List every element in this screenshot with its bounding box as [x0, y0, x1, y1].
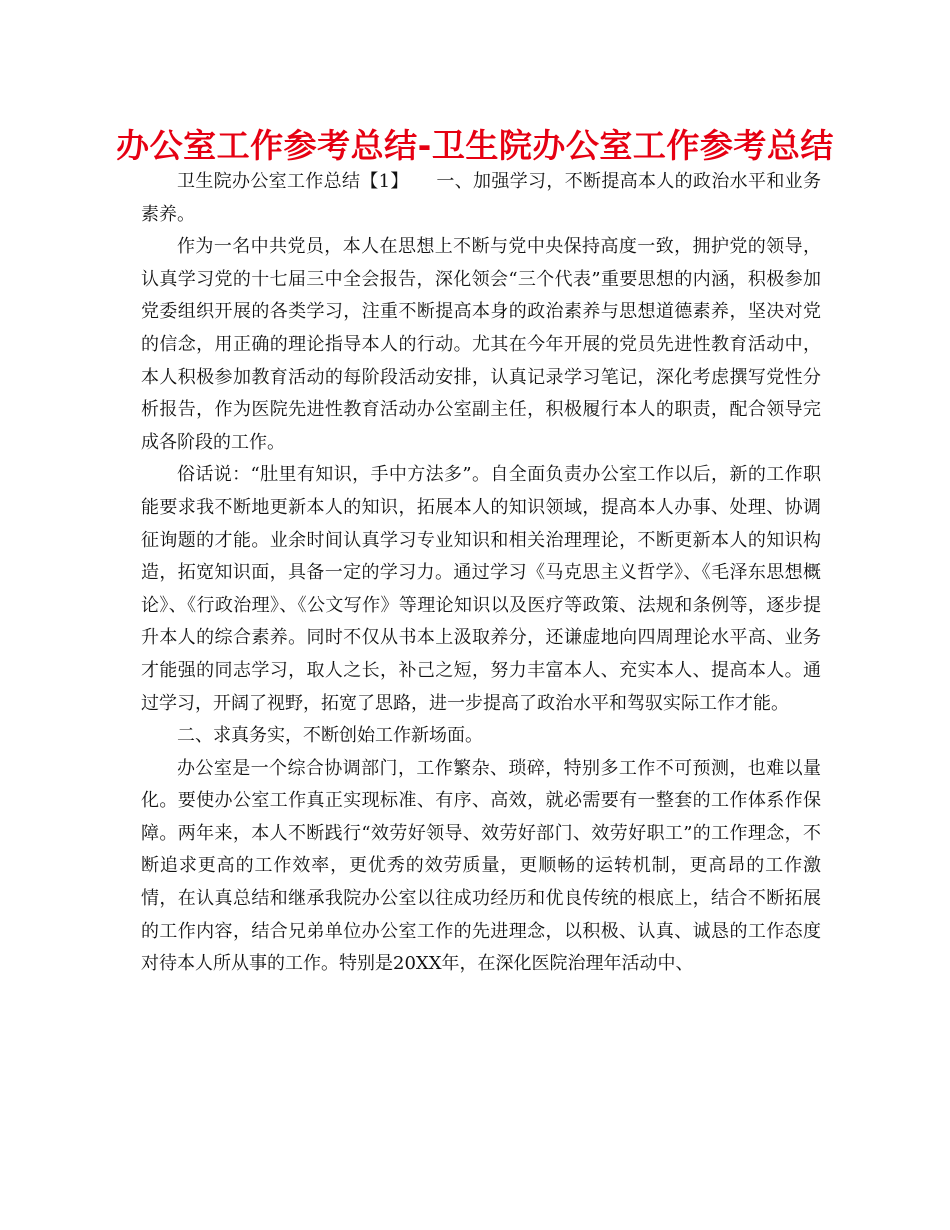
- paragraph-office-work: 办公室是一个综合协调部门，工作繁杂、琐碎，特别多工作不可预测，也难以量化。要使办公室工作真正实现标准、有序、高效，就必需要有一整套的工作体系作保障。两年来，本人不断践行“效劳好领导、效劳好部门、效劳好职工”的工作理念，不断追求更高的工作效率，更优秀的效劳质量，更顺畅的运转机制，更高昂的工作激情，在认真总结和继承我院办公室以往成功经历和优良传统的根底上，结合不断拓展的工作内容，结合兄弟单位办公室工作的先进理念，以积极、认真、诚恳的工作态度对待本人所从事的工作。特别是20XX年，在深化医院治理年活动中、: [141, 757, 821, 975]
- paragraph-knowledge: 俗话说：“肚里有知识，手中方法多”。自全面负责办公室工作以后，新的工作职能要求我不断地更新本人的知识，拓展本人的知识领域，提高本人办事、处理、协调征询题的才能。业余时间认真学习专业知识和相关治理理论，不断更新本人的知识构造，拓宽知识面，具备一定的学习力。通过学习《马克思主义哲学》、《毛泽东思想概论》、《行政治理》、《公文写作》等理论知识以及医疗等政策、法规和条例等，逐步提升本人的综合素养。同时不仅从书本上汲取养分，还谦虚地向四周理论水平高、业务才能强的同志学习，取人之长，补己之短，努力丰富本人、充实本人、提高本人。通过学习，开阔了视野，拓宽了思路，进一步提高了政治水平和驾驭实际工作才能。: [141, 464, 821, 714]
- page-title: 办公室工作参考总结-卫生院办公室工作参考总结: [116, 126, 834, 165]
- document-body: [141, 166, 821, 981]
- paragraph-intro: 卫生院办公室工作总结【1】 一、加强学习，不断提高本人的政治水平和业务素养。: [141, 171, 821, 225]
- paragraph-party-study: 作为一名中共党员，本人在思想上不断与党中央保持高度一致，拥护党的领导，认真学习党的十七届三中全会报告，深化领会“三个代表”重要思想的内涵，积极参加党委组织开展的各类学习，注重不断提高本身的政治素养与思想道德素养，坚决对党的信念，用正确的理论指导本人的行动。尤其在今年开展的党员先进性教育活动中，本人积极参加教育活动的每阶段活动安排，认真记录学习笔记，深化考虑撰写党性分析报告，作为医院先进性教育活动办公室副主任，积极履行本人的职责，配合领导完成各阶段的工作。: [141, 236, 821, 453]
- section-heading-two: 二、求真务实，不断创始工作新场面。: [177, 725, 483, 747]
